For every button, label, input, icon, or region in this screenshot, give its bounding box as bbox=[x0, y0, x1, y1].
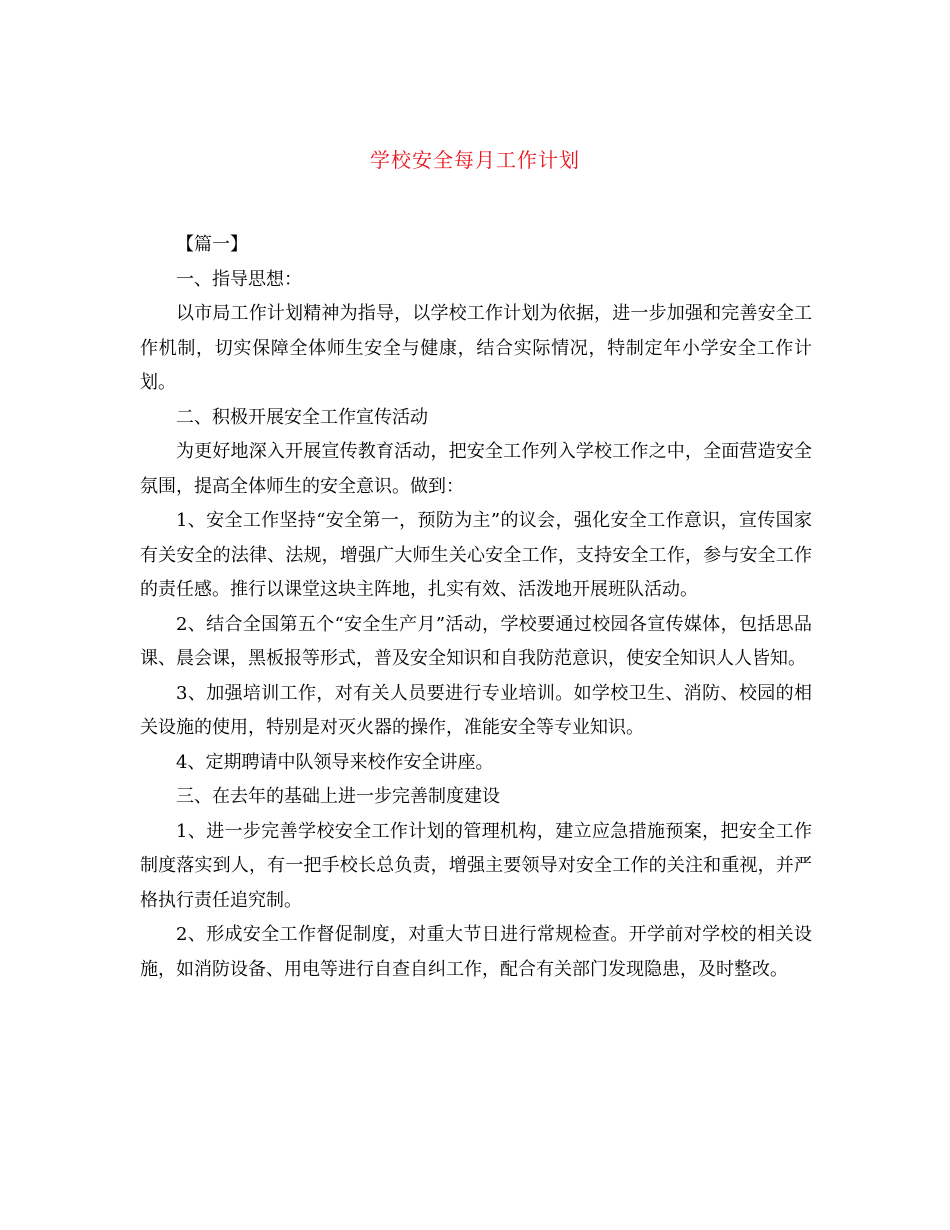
section-heading-system-building: 三、在去年的基础上进一步完善制度建设 bbox=[176, 786, 500, 807]
paragraph-publicity-item-3: 3、加强培训工作，对有关人员要进行专业培训。如学校卫生、消防、校园的相关设施的使用，特别是对灭火器的操作，准能安全等专业知识。 bbox=[140, 682, 812, 738]
paragraph-publicity-item-1: 1、安全工作坚持“安全第一，预防为主”的议会，强化安全工作意识，宣传国家有关安全的法律、法规，增强广大师生关心安全工作，支持安全工作，参与安全工作的责任感。推行以课堂这块主阵地，扎实有效、活泼地开展班队活动。 bbox=[140, 510, 812, 600]
section-heading-pian-yi: 【篇一】 bbox=[176, 234, 248, 255]
paragraph-guiding-ideology: 以市局工作计划精神为指导，以学校工作计划为依据，进一步加强和完善安全工作机制，切实保障全体师生安全与健康，结合实际情况，特制定年小学安全工作计划。 bbox=[140, 303, 812, 393]
paragraph-publicity-item-4: 4、定期聘请中队领导来校作安全讲座。 bbox=[176, 751, 494, 773]
document-body bbox=[140, 228, 812, 987]
paragraph-system-item-2: 2、形成安全工作督促制度，对重大节日进行常规检查。开学前对学校的相关设施，如消防设备、用电等进行自查自纠工作，配合有关部门发现隐患，及时整改。 bbox=[140, 924, 812, 980]
paragraph-publicity-item-2: 2、结合全国第五个“安全生产月”活动，学校要通过校园各宣传媒体，包括思品课、晨会课，黑板报等形式，普及安全知识和自我防范意识，使安全知识人人皆知。 bbox=[140, 613, 812, 669]
section-heading-guiding-ideology: 一、指导思想： bbox=[176, 268, 302, 290]
document-title: 学校安全每月工作计划 bbox=[370, 148, 580, 172]
paragraph-system-item-1: 1、进一步完善学校安全工作计划的管理机构，建立应急措施预案，把安全工作制度落实到人，有一把手校长总负责，增强主要领导对安全工作的关注和重视，并严格执行责任追究制。 bbox=[140, 820, 812, 911]
paragraph-publicity-intro: 为更好地深入开展宣传教育活动，把安全工作列入学校工作之中，全面营造安全氛围，提高全体师生的安全意识。做到： bbox=[140, 441, 812, 497]
section-heading-publicity: 二、积极开展安全工作宣传活动 bbox=[176, 406, 428, 428]
